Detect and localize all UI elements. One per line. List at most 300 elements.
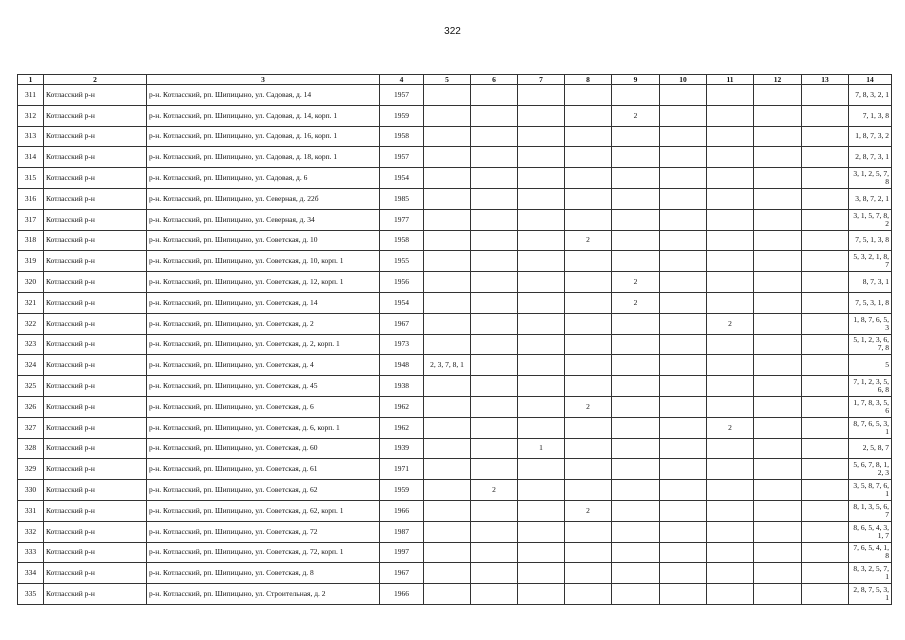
column-header: 12 [754,75,802,85]
col12-cell [754,251,802,272]
col7-cell [518,500,565,521]
address-cell: р-н. Котласский, рп. Шипицыно, ул. Советская, д. 6, корп. 1 [147,417,380,438]
col7-cell [518,584,565,605]
row-number: 318 [18,230,44,251]
col11-cell [707,584,754,605]
table-row [18,292,892,313]
address-cell: р-н. Котласский, рп. Шипицыно, ул. Советская, д. 60 [147,438,380,459]
col6-cell [471,355,518,376]
col13-cell [802,251,849,272]
col12-cell [754,459,802,480]
col11-cell [707,105,754,126]
col10-cell [660,209,707,230]
col13-cell [802,147,849,168]
col13-cell [802,542,849,563]
col12-cell [754,480,802,501]
col9-cell [612,584,660,605]
col10-cell [660,417,707,438]
row-number: 329 [18,459,44,480]
col11-cell [707,272,754,293]
col5-cell: 2, 3, 7, 8, 1 [424,355,471,376]
col10-cell [660,251,707,272]
district-cell: Котласский р-н [44,147,147,168]
col14-cell: 2, 8, 7, 5, 3, 1 [849,584,892,605]
address-cell: р-н. Котласский, рп. Шипицыно, ул. Советская, д. 61 [147,459,380,480]
address-cell: р-н. Котласский, рп. Шипицыно, ул. Садовая, д. 18, корп. 1 [147,147,380,168]
district-cell: Котласский р-н [44,292,147,313]
address-cell: р-н. Котласский, рп. Шипицыно, ул. Советская, д. 45 [147,376,380,397]
year-cell: 1948 [380,355,424,376]
col8-cell [565,313,612,334]
year-cell: 1958 [380,126,424,147]
district-cell: Котласский р-н [44,313,147,334]
col6-cell [471,542,518,563]
table-row [18,272,892,293]
table-row [18,188,892,209]
col6-cell [471,396,518,417]
year-cell: 1955 [380,251,424,272]
col6-cell [471,521,518,542]
col10-cell [660,521,707,542]
district-cell: Котласский р-н [44,584,147,605]
col13-cell [802,396,849,417]
col5-cell [424,500,471,521]
col12-cell [754,313,802,334]
col10-cell [660,376,707,397]
header-row [18,75,892,85]
col12-cell [754,105,802,126]
col13-cell [802,272,849,293]
year-cell: 1971 [380,459,424,480]
year-cell: 1973 [380,334,424,355]
col8-cell [565,251,612,272]
district-cell: Котласский р-н [44,209,147,230]
row-number: 314 [18,147,44,168]
col9-cell [612,209,660,230]
table-row [18,355,892,376]
column-header: 8 [565,75,612,85]
row-number: 311 [18,85,44,106]
col9-cell [612,188,660,209]
col11-cell: 2 [707,417,754,438]
housing-registry-table [17,74,892,605]
column-header: 13 [802,75,849,85]
col10-cell [660,334,707,355]
col10-cell [660,168,707,189]
col6-cell [471,417,518,438]
col14-cell: 8, 1, 3, 5, 6, 7 [849,500,892,521]
district-cell: Котласский р-н [44,521,147,542]
year-cell: 1985 [380,188,424,209]
table-row [18,313,892,334]
col12-cell [754,563,802,584]
col14-cell: 8, 7, 3, 1 [849,272,892,293]
col13-cell [802,500,849,521]
col7-cell [518,85,565,106]
col12-cell [754,188,802,209]
col12-cell [754,542,802,563]
col13-cell [802,376,849,397]
col8-cell [565,417,612,438]
table-row [18,85,892,106]
col13-cell [802,230,849,251]
year-cell: 1957 [380,85,424,106]
district-cell: Котласский р-н [44,105,147,126]
col14-cell: 8, 7, 6, 5, 3, 1 [849,417,892,438]
address-cell: р-н. Котласский, рп. Шипицыно, ул. Советская, д. 8 [147,563,380,584]
col12-cell [754,500,802,521]
col12-cell [754,168,802,189]
col14-cell: 5, 3, 2, 1, 8, 7 [849,251,892,272]
col5-cell [424,292,471,313]
col7-cell [518,126,565,147]
address-cell: р-н. Котласский, рп. Шипицыно, ул. Советская, д. 6 [147,396,380,417]
row-number: 316 [18,188,44,209]
col10-cell [660,313,707,334]
col11-cell [707,251,754,272]
col9-cell [612,355,660,376]
table-row [18,230,892,251]
col11-cell [707,292,754,313]
row-number: 334 [18,563,44,584]
col5-cell [424,521,471,542]
col14-cell: 5, 6, 7, 8, 1, 2, 3 [849,459,892,480]
col7-cell [518,417,565,438]
table-row [18,376,892,397]
col11-cell [707,168,754,189]
district-cell: Котласский р-н [44,500,147,521]
district-cell: Котласский р-н [44,376,147,397]
year-cell: 1962 [380,417,424,438]
col11-cell: 2 [707,313,754,334]
year-cell: 1997 [380,542,424,563]
col11-cell [707,459,754,480]
col14-cell: 5 [849,355,892,376]
year-cell: 1967 [380,563,424,584]
col9-cell [612,480,660,501]
table-row [18,105,892,126]
col5-cell [424,584,471,605]
year-cell: 1977 [380,209,424,230]
col9-cell [612,85,660,106]
col9-cell: 2 [612,105,660,126]
col5-cell [424,376,471,397]
address-cell: р-н. Котласский, рп. Шипицыно, ул. Садовая, д. 16, корп. 1 [147,126,380,147]
row-number: 313 [18,126,44,147]
row-number: 332 [18,521,44,542]
col10-cell [660,584,707,605]
col8-cell [565,542,612,563]
row-number: 322 [18,313,44,334]
table-row [18,500,892,521]
column-header: 6 [471,75,518,85]
col5-cell [424,188,471,209]
row-number: 317 [18,209,44,230]
col9-cell [612,500,660,521]
table-body [18,85,892,605]
col5-cell [424,126,471,147]
col9-cell [612,126,660,147]
district-cell: Котласский р-н [44,126,147,147]
col7-cell [518,355,565,376]
column-header: 10 [660,75,707,85]
col8-cell [565,147,612,168]
col6-cell [471,85,518,106]
col9-cell [612,251,660,272]
year-cell: 1959 [380,105,424,126]
col10-cell [660,396,707,417]
col12-cell [754,126,802,147]
col11-cell [707,480,754,501]
col12-cell [754,85,802,106]
col7-cell [518,480,565,501]
column-header: 2 [44,75,147,85]
col8-cell [565,563,612,584]
address-cell: р-н. Котласский, рп. Шипицыно, ул. Северная, д. 34 [147,209,380,230]
table-row [18,209,892,230]
col10-cell [660,126,707,147]
column-header: 7 [518,75,565,85]
col9-cell [612,396,660,417]
address-cell: р-н. Котласский, рп. Шипицыно, ул. Северная, д. 22б [147,188,380,209]
row-number: 327 [18,417,44,438]
col9-cell [612,168,660,189]
year-cell: 1962 [380,396,424,417]
col8-cell [565,459,612,480]
col10-cell [660,480,707,501]
col5-cell [424,313,471,334]
col8-cell [565,480,612,501]
table-row [18,168,892,189]
district-cell: Котласский р-н [44,355,147,376]
district-cell: Котласский р-н [44,417,147,438]
district-cell: Котласский р-н [44,230,147,251]
col5-cell [424,459,471,480]
address-cell: р-н. Котласский, рп. Шипицыно, ул. Советская, д. 62, корп. 1 [147,500,380,521]
column-header: 5 [424,75,471,85]
col12-cell [754,147,802,168]
col5-cell [424,147,471,168]
col5-cell [424,209,471,230]
year-cell: 1956 [380,272,424,293]
district-cell: Котласский р-н [44,188,147,209]
col9-cell [612,563,660,584]
address-cell: р-н. Котласский, рп. Шипицыно, ул. Советская, д. 62 [147,480,380,501]
col14-cell: 7, 1, 3, 8 [849,105,892,126]
col7-cell [518,272,565,293]
col5-cell [424,417,471,438]
table-row [18,251,892,272]
col8-cell [565,334,612,355]
year-cell: 1967 [380,313,424,334]
col6-cell [471,459,518,480]
address-cell: р-н. Котласский, рп. Шипицыно, ул. Советская, д. 4 [147,355,380,376]
col7-cell [518,542,565,563]
col10-cell [660,459,707,480]
col8-cell: 2 [565,230,612,251]
col10-cell [660,563,707,584]
col11-cell [707,85,754,106]
col8-cell [565,168,612,189]
col8-cell [565,292,612,313]
table-row [18,542,892,563]
col7-cell [518,168,565,189]
col6-cell: 2 [471,480,518,501]
year-cell: 1957 [380,147,424,168]
col12-cell [754,209,802,230]
col10-cell [660,272,707,293]
col13-cell [802,563,849,584]
col7-cell [518,230,565,251]
col14-cell: 1, 7, 8, 3, 5, 6 [849,396,892,417]
col14-cell: 2, 5, 8, 7 [849,438,892,459]
col13-cell [802,313,849,334]
year-cell: 1954 [380,168,424,189]
address-cell: р-н. Котласский, рп. Шипицыно, ул. Советская, д. 72 [147,521,380,542]
col13-cell [802,168,849,189]
col5-cell [424,105,471,126]
row-number: 331 [18,500,44,521]
col6-cell [471,209,518,230]
row-number: 330 [18,480,44,501]
col10-cell [660,147,707,168]
col5-cell [424,563,471,584]
col8-cell [565,126,612,147]
col14-cell: 7, 1, 2, 3, 5, 6, 8 [849,376,892,397]
address-cell: р-н. Котласский, рп. Шипицыно, ул. Строительная, д. 2 [147,584,380,605]
col6-cell [471,438,518,459]
table-row [18,521,892,542]
col5-cell [424,272,471,293]
col13-cell [802,521,849,542]
table-row [18,563,892,584]
table-row [18,480,892,501]
col13-cell [802,209,849,230]
col7-cell [518,334,565,355]
col6-cell [471,105,518,126]
col13-cell [802,459,849,480]
col6-cell [471,251,518,272]
col6-cell [471,147,518,168]
col12-cell [754,355,802,376]
col11-cell [707,334,754,355]
col5-cell [424,438,471,459]
col13-cell [802,126,849,147]
col10-cell [660,105,707,126]
address-cell: р-н. Котласский, рп. Шипицыно, ул. Садовая, д. 14, корп. 1 [147,105,380,126]
table-row [18,417,892,438]
col12-cell [754,396,802,417]
col11-cell [707,230,754,251]
col7-cell [518,209,565,230]
col14-cell: 1, 8, 7, 6, 5, 3 [849,313,892,334]
col6-cell [471,376,518,397]
col12-cell [754,584,802,605]
column-header: 9 [612,75,660,85]
row-number: 324 [18,355,44,376]
col11-cell [707,521,754,542]
col8-cell [565,376,612,397]
address-cell: р-н. Котласский, рп. Шипицыно, ул. Советская, д. 14 [147,292,380,313]
address-cell: р-н. Котласский, рп. Шипицыно, ул. Садовая, д. 14 [147,85,380,106]
row-number: 326 [18,396,44,417]
col9-cell: 2 [612,292,660,313]
col11-cell [707,396,754,417]
col10-cell [660,355,707,376]
year-cell: 1966 [380,500,424,521]
district-cell: Котласский р-н [44,563,147,584]
col7-cell [518,459,565,480]
row-number: 335 [18,584,44,605]
col14-cell: 1, 8, 7, 3, 2 [849,126,892,147]
col14-cell: 5, 1, 2, 3, 6, 7, 8 [849,334,892,355]
table-row [18,584,892,605]
table-row [18,147,892,168]
col14-cell: 8, 3, 2, 5, 7, 1 [849,563,892,584]
col10-cell [660,230,707,251]
row-number: 315 [18,168,44,189]
col14-cell: 7, 5, 3, 1, 8 [849,292,892,313]
col6-cell [471,230,518,251]
col7-cell [518,521,565,542]
col11-cell [707,188,754,209]
col5-cell [424,396,471,417]
col5-cell [424,168,471,189]
district-cell: Котласский р-н [44,85,147,106]
col9-cell [612,438,660,459]
col10-cell [660,292,707,313]
col6-cell [471,584,518,605]
row-number: 328 [18,438,44,459]
row-number: 320 [18,272,44,293]
col5-cell [424,251,471,272]
col7-cell [518,105,565,126]
col6-cell [471,292,518,313]
col7-cell [518,292,565,313]
col6-cell [471,334,518,355]
col9-cell [612,521,660,542]
col13-cell [802,480,849,501]
col7-cell [518,313,565,334]
col6-cell [471,168,518,189]
district-cell: Котласский р-н [44,168,147,189]
table-row [18,334,892,355]
col10-cell [660,500,707,521]
district-cell: Котласский р-н [44,438,147,459]
col9-cell [612,313,660,334]
col14-cell: 3, 8, 7, 2, 1 [849,188,892,209]
col9-cell [612,459,660,480]
col8-cell [565,209,612,230]
address-cell: р-н. Котласский, рп. Шипицыно, ул. Советская, д. 2 [147,313,380,334]
col11-cell [707,438,754,459]
col8-cell [565,188,612,209]
col6-cell [471,126,518,147]
address-cell: р-н. Котласский, рп. Шипицыно, ул. Советская, д. 2, корп. 1 [147,334,380,355]
address-cell: р-н. Котласский, рп. Шипицыно, ул. Советская, д. 10 [147,230,380,251]
col13-cell [802,417,849,438]
col8-cell: 2 [565,396,612,417]
column-header: 3 [147,75,380,85]
col14-cell: 7, 6, 5, 4, 1, 8 [849,542,892,563]
col5-cell [424,85,471,106]
table-row [18,459,892,480]
col8-cell [565,438,612,459]
col14-cell: 2, 8, 7, 3, 1 [849,147,892,168]
col12-cell [754,292,802,313]
district-cell: Котласский р-н [44,334,147,355]
district-cell: Котласский р-н [44,272,147,293]
